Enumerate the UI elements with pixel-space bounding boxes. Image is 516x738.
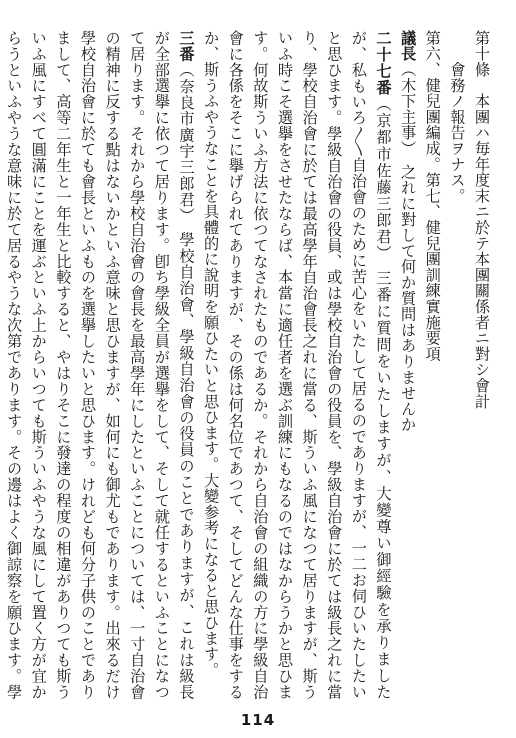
speaker-name: （木下主事） xyxy=(399,61,418,157)
rule-text-line: 第十條 本團ハ毎年度末ニ於テ本團關係者ニ對シ會計 xyxy=(473,30,491,410)
speaker-label: 二十七番 xyxy=(374,30,393,97)
remark-text: 之れに對して何か質問はありませんか xyxy=(399,164,418,433)
answer-paragraph xyxy=(0,30,199,700)
answer-text: 學校自治會、學級自治會の役員のことでありますが、これは級長が全部選擧に依つて居ります。卽ち學級全員が選擧をして、そして就任するといふことになつて居ります。それから學校自治會の會長を最高學年にしたといふことについては、一寸自治會の精神に反する點はないかといふ意味と思ひますが、如何にも御尤もであります。出來るだけ學校自治會に於ても會長といふものを選擧したいと思ひます。けれども何分子供のことでありまして、高等二年生と一年生と比較すると、やはりそこに發達の程度の相違がありつても斯ういふ風にすべて圓滿にことを運ぶといふ上からいつても斯ういふやうな風にして置く方が宜からうといふやうな意味に於て居るやうな次第であります。その邊はよく御諒察を願ひます。學 xyxy=(5,30,196,700)
agenda-line: 第六、健兒團編成。第七、健兒團訓練實施要項 xyxy=(423,30,442,362)
speaker-label: 三番 xyxy=(177,30,196,63)
rule-text-line: 會務ノ報告ヲナス。 xyxy=(448,30,467,204)
speaker-label: 議長 xyxy=(399,30,418,62)
chair-remark xyxy=(396,30,421,700)
page-number: 114 xyxy=(240,711,276,729)
body-text xyxy=(5,30,494,701)
speaker-name: （京都市佐藤三郎君） xyxy=(374,96,393,262)
question-text: 三番に質問をいたしますが、大變尊い御經驗を承りましたが、私もいろ〳〵自治會のために苦心をいたして居るのでありますが、一二お伺ひいたしたいと思ひます。學級自治會の役員、或は學校自治會の役員を、學級自治會に於ては級長之れに當り、學校自治會に於ては最高學年自治會長之れに當る、斯ういふ風になつて居りますが、斯ういふ時こそ選擧をさせたならば、本當に適任者を選ぶ訓練にもなるのではなからうかと思ひます。何故斯ういふ方法に依つてなされたものであるか。それから自治會の組織の方に學級自治會に各係をそこに擧げられてありますが、その係は何名位であつて、そしてどんな仕事をするか、斯うふやうなことを具體的に說明を願ひたいと思ひます。大變参考になると思ひます。 xyxy=(202,30,393,701)
speaker-name: （奈良市廣宇三郎君） xyxy=(177,62,196,224)
question-paragraph xyxy=(199,30,396,700)
